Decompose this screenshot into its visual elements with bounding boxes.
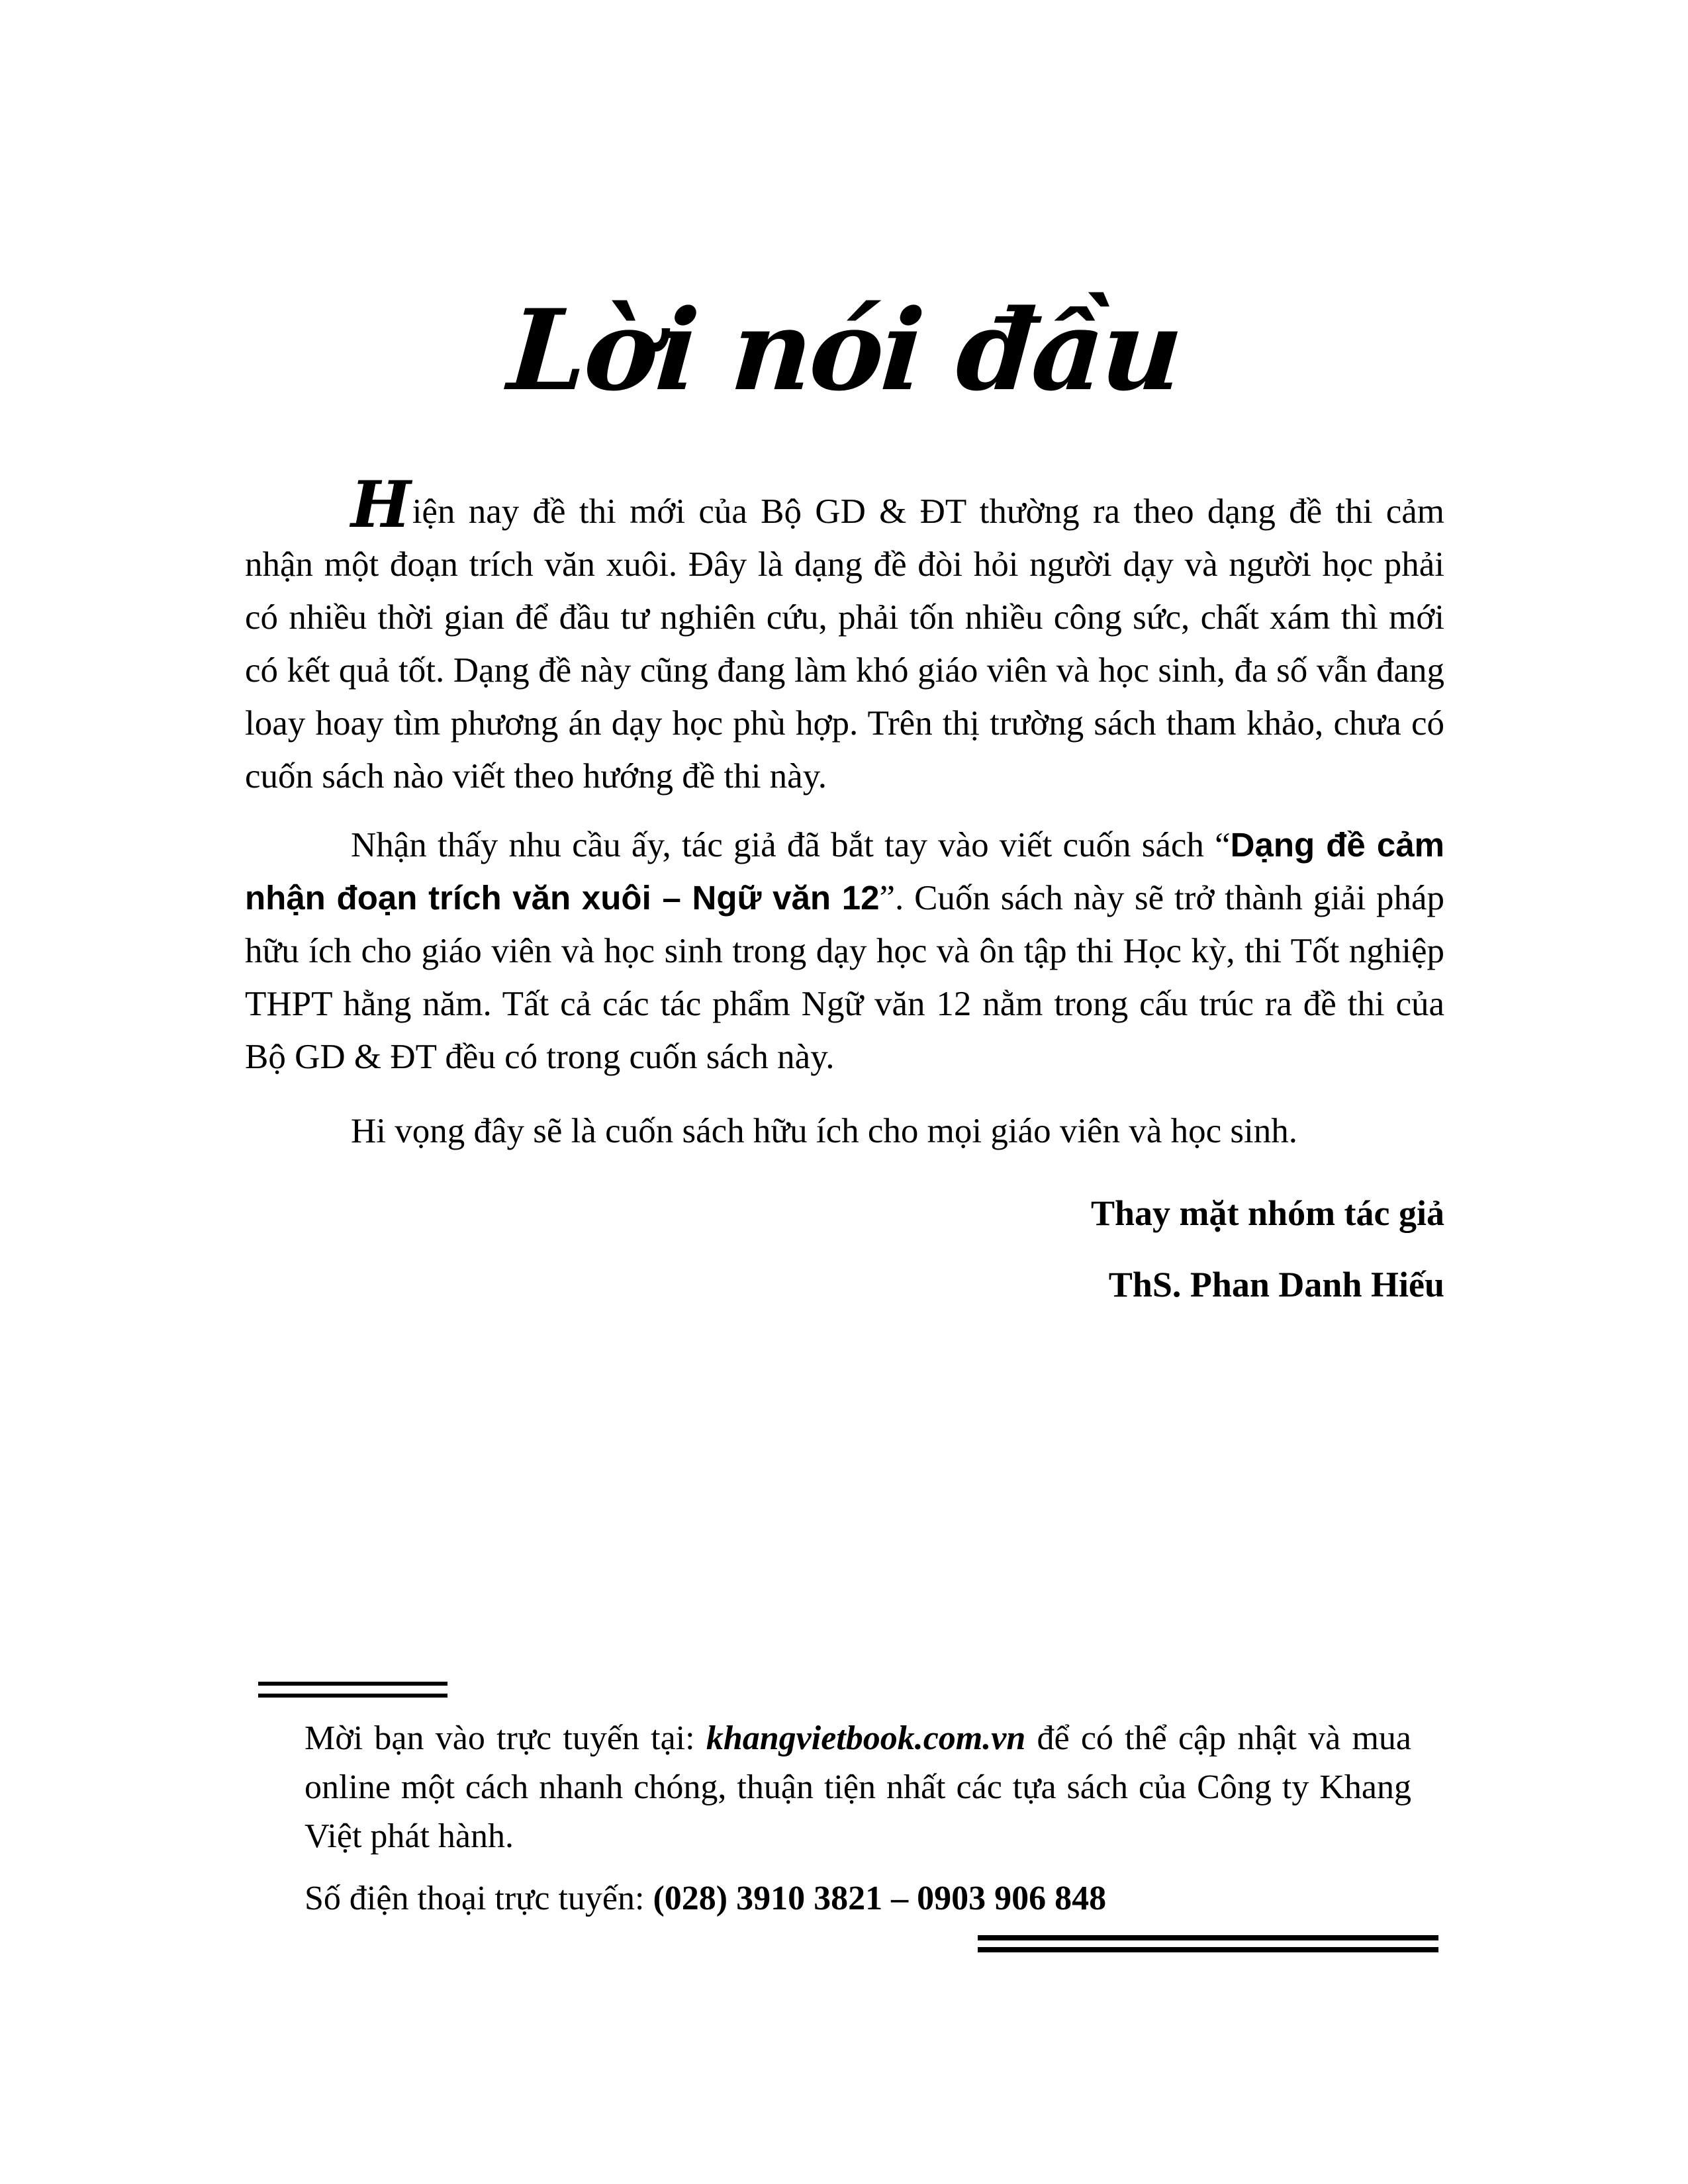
paragraph-hope: Hi vọng đây sẽ là cuốn sách hữu ích cho mọi giáo viên và học sinh.	[351, 1112, 1297, 1150]
paragraph-book-post: ”. Cuốn sách này sẽ trở thành giải pháp hữu ích cho giáo viên và học sinh trong dạy học và ôn tập thi Học kỳ, thi Tốt nghiệp THPT hằng năm. Tất cả các tác phẩm Ngữ văn 12 nằm trong cấu trúc ra đề thi của Bộ GD & ĐT đều có trong cuốn sách này.	[245, 879, 1444, 1076]
signature-name: ThS. Phan Danh Hiếu	[1108, 1265, 1444, 1304]
footer-phone-line	[305, 1874, 1411, 1923]
phone-label: Số điện thoại trực tuyến:	[305, 1880, 653, 1917]
website-url: khangvietbook.com.vn	[706, 1719, 1026, 1757]
dropcap-initial: H	[351, 467, 411, 542]
footer-promo-pre: Mời bạn vào trực tuyến tại:	[305, 1719, 706, 1757]
page-title: Lời nói đầu	[504, 285, 1185, 416]
paragraph-intro	[245, 467, 1444, 803]
page-title-wrap	[245, 270, 1444, 432]
paragraph-book	[245, 819, 1444, 1083]
paragraph-book-pre: Nhận thấy nhu cầu ấy, tác giả đã bắt tay vào viết cuốn sách “	[351, 826, 1231, 864]
book-title: Dạng đề cảm nhận đoạn trích văn xuôi – Ngữ văn 12	[245, 826, 1444, 917]
preface-body	[245, 467, 1444, 1306]
footer-promo	[305, 1714, 1411, 1861]
signature-role: Thay mặt nhóm tác giả	[1090, 1193, 1444, 1233]
publisher-footer	[305, 1714, 1411, 1923]
double-rule-bottom-right	[978, 1935, 1438, 1952]
phone-numbers: (028) 3910 3821 – 0903 906 848	[653, 1880, 1107, 1917]
footer-promo-post: để có thể cập nhật và mua online một cách nhanh chóng, thuận tiện nhất các tựa sách của Công ty Khang Việt phát hành.	[305, 1719, 1411, 1855]
double-rule-top-left	[258, 1682, 447, 1698]
paragraph-intro-text: iện nay đề thi mới của Bộ GD & ĐT thường ra theo dạng đề thi cảm nhận một đoạn trích văn xuôi. Đây là dạng đề đòi hỏi người dạy và người học phải có nhiều thời gian để đầu tư nghiên cứu, phải tốn nhiều công sức, chất xám thì mới có kết quả tốt. Dạng đề này cũng đang làm khó giáo viên và học sinh, đa số vẫn đang loay hoay tìm phương án dạy học phù hợp. Trên thị trường sách tham khảo, chưa có cuốn sách nào viết theo hướng đề thi này.	[245, 492, 1444, 796]
